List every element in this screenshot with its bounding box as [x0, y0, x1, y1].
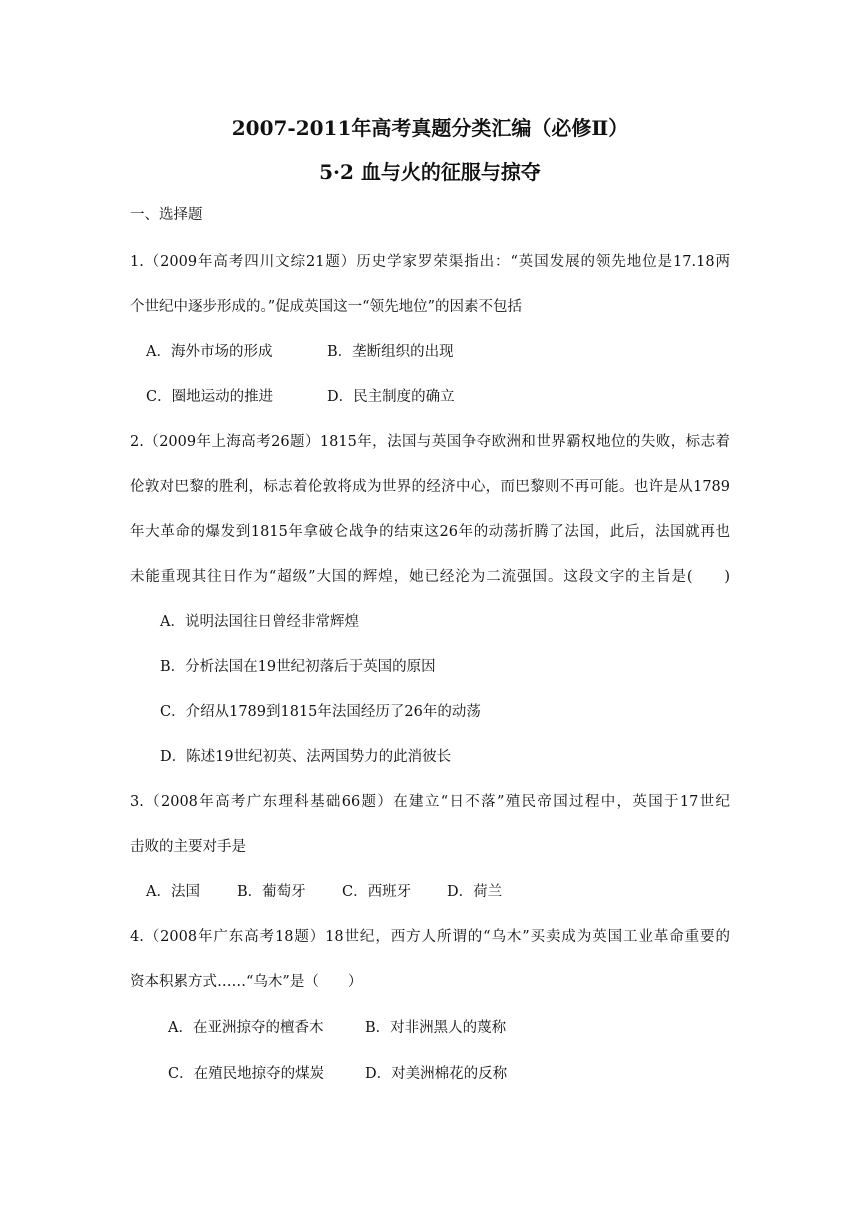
document-title: 2007-2011年高考真题分类汇编（必修Ⅱ）	[231, 116, 629, 140]
document-subtitle: 5·2 血与火的征服与掠夺	[319, 160, 541, 184]
option-d: D．荷兰	[447, 884, 503, 900]
question-stem-line: 伦敦对巴黎的胜利，标志着伦敦将成为世界的经济中心，而巴黎则不再可能。也许是从1789	[130, 479, 730, 495]
question-stem-line: 个世纪中逐步形成的。”促成英国这一“领先地位”的因素不包括	[130, 299, 522, 315]
question-stem-line: 3.（2008年高考广东理科基础66题）在建立“日不落”殖民帝国过程中，英国于17世纪	[130, 794, 730, 810]
option-c: C．在殖民地掠夺的煤炭	[168, 1066, 325, 1082]
question-stem-line: 2.（2009年上海高考26题）1815年，法国与英国争夺欧洲和世界霸权地位的失败，标志着	[130, 434, 730, 450]
option-a: A．海外市场的形成	[146, 344, 273, 360]
option-b: B．葡萄牙	[237, 884, 306, 900]
question-stem-line: 击败的主要对手是	[130, 839, 246, 855]
question-stem-line: 未能重现其往日作为“超级”大国的辉煌，她已经沦为二流强国。这段文字的主旨是( )	[130, 569, 730, 585]
question-stem-line: 1.（2009年高考四川文综21题）历史学家罗荣渠指出：“英国发展的领先地位是17.18两	[130, 254, 730, 270]
option-c: C．圈地运动的推进	[146, 389, 274, 405]
question-stem-line: 年大革命的爆发到1815年拿破仑战争的结束这26年的动荡折腾了法国，此后，法国就再也	[130, 524, 730, 540]
option-b: B．垄断组织的出现	[327, 344, 454, 360]
option-d: D．陈述19世纪初英、法两国势力的此消彼长	[160, 749, 452, 765]
option-d: D．民主制度的确立	[327, 389, 455, 405]
option-c: C．介绍从1789到1815年法国经历了26年的动荡	[160, 704, 481, 720]
option-d: D．对美洲棉花的反称	[365, 1066, 508, 1082]
option-a: A．法国	[146, 884, 200, 900]
question-stem-line: 4.（2008年广东高考18题）18世纪，西方人所谓的“乌木”买卖成为英国工业革命重要的	[130, 929, 730, 945]
question-stem-line: 资本积累方式……“乌木”是（ ）	[130, 974, 363, 990]
option-a: A．说明法国往日曾经非常辉煌	[160, 614, 359, 630]
section-heading: 一、选择题	[130, 207, 203, 223]
option-c: C．西班牙	[342, 884, 412, 900]
option-a: A．在亚洲掠夺的檀香木	[168, 1020, 324, 1036]
option-b: B．对非洲黑人的蔑称	[365, 1020, 507, 1036]
option-b: B．分析法国在19世纪初落后于英国的原因	[160, 659, 436, 675]
